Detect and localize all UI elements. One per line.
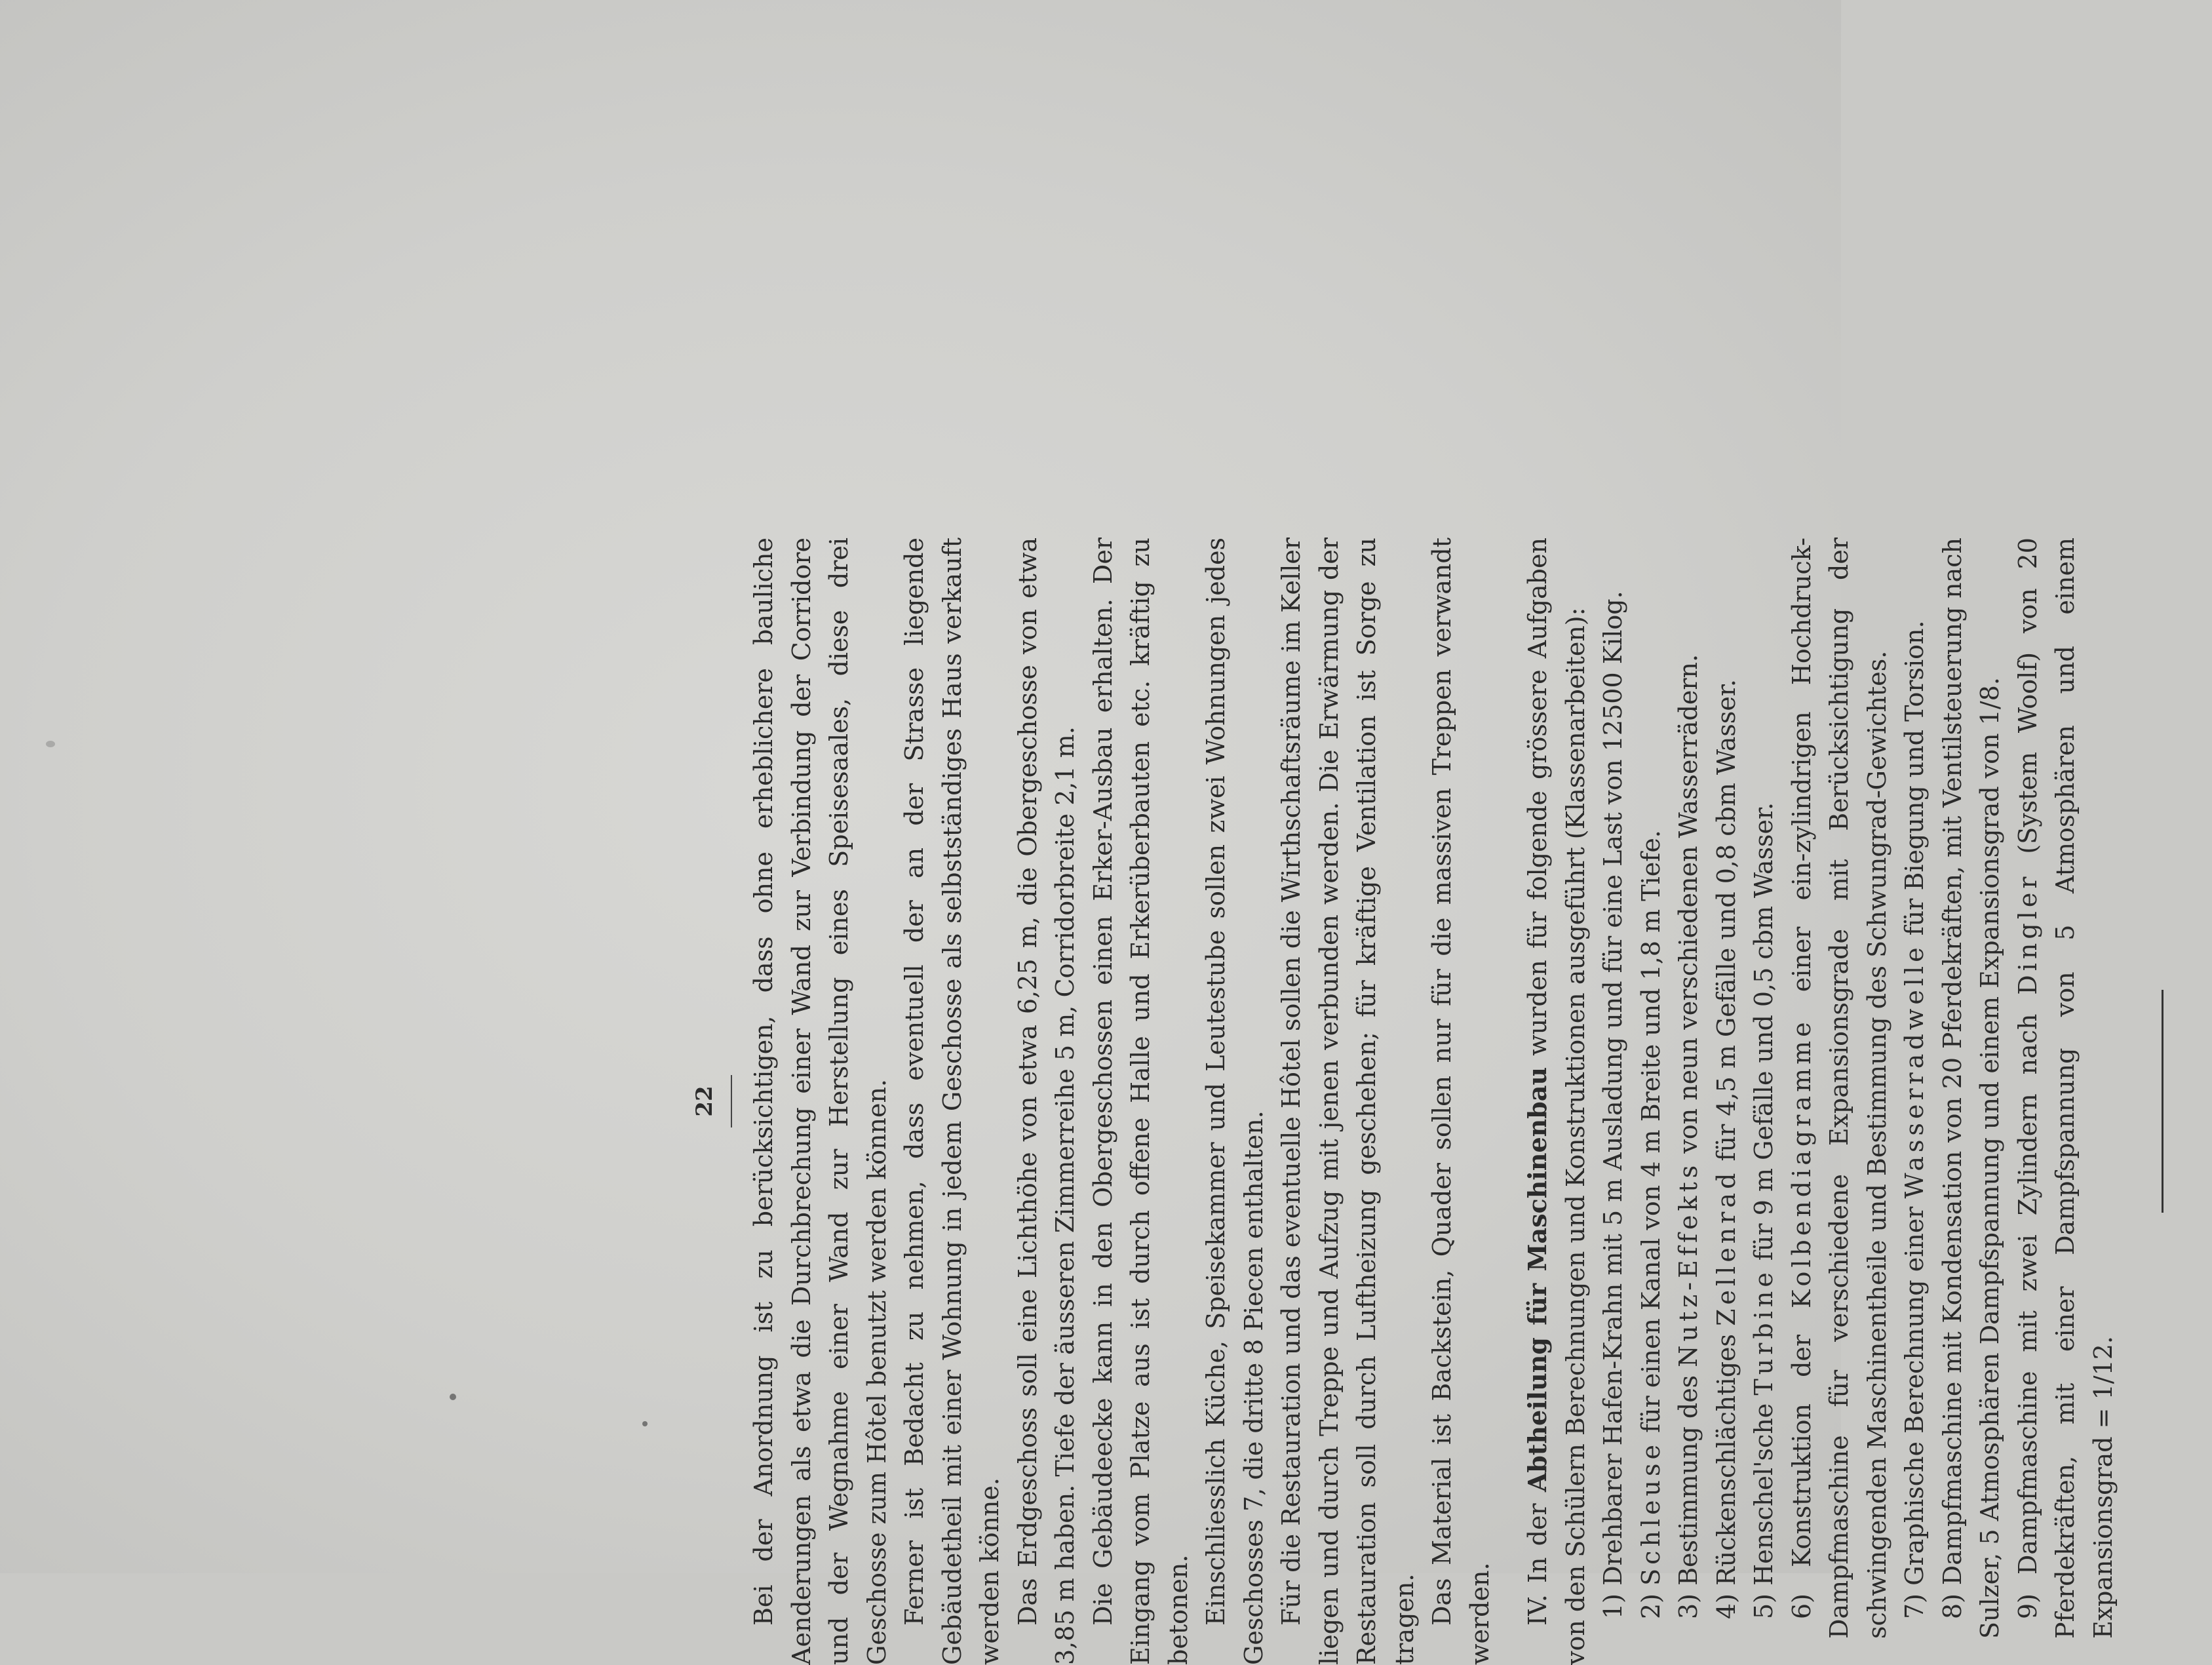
task-list-item: [1670, 538, 1708, 1665]
task-list: [1595, 538, 2122, 1665]
item-number: 8): [1937, 1593, 1967, 1619]
page-number: 22: [691, 1086, 718, 1117]
paragraph: Bei der Anordnung ist zu berücksichtigen, dass ohne erheblichere bauliche Aenderungen als etwa die Durchbrechung einer Wand zur Verbindung der Corridore und der Wegnahme einer Wand zur Herstellung eines Speisesaales, diese drei Geschosse zum Hôtel benutzt werden können.: [749, 538, 891, 1665]
item-emphasis: Schleuse: [1636, 1440, 1665, 1586]
item-number: 2): [1636, 1593, 1665, 1619]
paper-speck: [642, 1421, 648, 1426]
item-number: 7): [1900, 1593, 1929, 1619]
item-text: Dampfmaschine mit Kondensation von 20 Pferdekräften, mit Ventilsteuerung nach Sulzer, 5 Atmosphären Dampfspannung und einem Expansionsgrad von 1/8.: [1937, 538, 2004, 1639]
item-emphasis: Zellenrad: [1711, 1169, 1741, 1326]
closing-rule: [2162, 990, 2163, 1213]
task-list-item: [2009, 538, 2123, 1665]
item-emphasis: Wasserradwelle: [1900, 943, 1929, 1199]
task-list-item: [1783, 538, 1897, 1665]
item-number: 4): [1711, 1593, 1741, 1619]
item-emphasis: Turbine: [1749, 1268, 1778, 1396]
item-text: für 9 m Gefälle und 0,5 cbm Wasser.: [1749, 802, 1778, 1261]
rotated-text-block: [685, 538, 2212, 1665]
page-number-rule: [731, 1075, 732, 1127]
item-text: für Biegung und Torsion.: [1900, 620, 1929, 936]
task-list-item: [1633, 538, 1671, 1665]
item-emphasis: Dingler: [2013, 872, 2042, 995]
paragraph: Das Erdgeschoss soll eine Lichthöhe von etwa 6,25 m, die Obergeschosse von etwa 3,85 m haben. Tiefe der äusseren Zimmerreihe 5 m, Corridorbreite 2,1 m.: [1013, 538, 1079, 1665]
item-number: 6): [1787, 1593, 1816, 1619]
section-intro-post: wurden für folgende grössere Aufgaben von den Schülern Berechnungen und Konstruktionen ausgeführt (Klassenarbeiten):: [1523, 538, 1590, 1665]
item-text: für 4,5 m Gefälle und 0,8 cbm Wasser.: [1711, 679, 1741, 1162]
item-text-pre: Bestimmung des: [1674, 1375, 1703, 1586]
item-text-pre: Dampfmaschine mit zwei Zylindern nach: [2013, 1013, 2042, 1575]
item-number: 1): [1599, 1593, 1627, 1619]
paragraph: Das Material ist Backstein, Quader sollen nur für die massiven Treppen verwandt werden.: [1427, 538, 1494, 1665]
section-iv-intro: [1519, 538, 1595, 1665]
paper-speck: [46, 741, 55, 747]
item-text: Drehbarer Hafen-Krahn mit 5 m Ausladung und für eine Last von 12500 Kilog.: [1599, 591, 1627, 1586]
item-text-pre: Henschel'sche: [1749, 1403, 1778, 1586]
paragraph: Die Gebäudeecke kann in den Obergeschossen einen Erker-Ausbau erhalten. Der Eingang vom Platze aus ist durch offene Halle und Erkerüberbauten etc. kräftig zu betonen.: [1088, 538, 1193, 1665]
item-text-pre: Konstruktion der: [1787, 1334, 1816, 1567]
item-text: für einen Kanal von 4 m Breite und 1,8 m Tiefe.: [1636, 830, 1665, 1433]
item-text: einer ein-zylindrigen Hochdruck-Dampfmaschine für verschiedene Expansionsgrade mit Berücksichtigung der schwingenden Maschinentheile und Bestimmung des Schwungrad-Gewichtes.: [1787, 538, 1892, 1639]
item-emphasis: Kolbendiagramme: [1787, 1018, 1816, 1308]
item-text: von neun verschiedenen Wasserrädern.: [1674, 654, 1703, 1154]
item-text-pre: Graphische Berechnung einer: [1900, 1206, 1929, 1586]
item-text-pre: Rückenschlächtiges: [1711, 1333, 1741, 1586]
task-list-item: [1896, 538, 1934, 1665]
section-label: IV.: [1523, 1594, 1552, 1626]
paper-speck: [450, 1394, 456, 1400]
section-emphasis: Abtheilung für Maschinenbau: [1523, 1067, 1552, 1493]
paragraph: Ferner ist Bedacht zu nehmen, dass eventuell der an der Strasse liegende Gebäudetheil mit einer Wohnung in jedem Geschosse als selbstständiges Haus verkauft werden könne.: [900, 538, 1004, 1665]
paragraph: Für die Restauration und das eventuelle Hôtel sollen die Wirthschaftsräume im Keller liegen und durch Treppe und Aufzug mit jenen verbunden werden. Die Erwärmung der Restauration soll durch Luftheizung geschehen; für kräftige Ventilation ist Sorge zu tragen.: [1277, 538, 1419, 1665]
paragraph: Einschliesslich Küche, Speisekammer und Leutestube sollen zwei Wohnungen jedes Geschosses 7, die dritte 8 Piecen enthalten.: [1201, 538, 1268, 1665]
task-list-item: [1934, 538, 2009, 1665]
task-list-item: [1745, 538, 1783, 1665]
task-list-item: [1595, 538, 1633, 1665]
item-number: 5): [1749, 1593, 1778, 1619]
section-intro-pre: In der: [1523, 1503, 1552, 1583]
task-list-item: [1708, 538, 1746, 1665]
item-emphasis: Nutz-Effekts: [1674, 1161, 1703, 1367]
item-number: 3): [1674, 1593, 1703, 1619]
item-text: (System Woolf) von 20 Pferdekräften, mit einer Dampfspannung von 5 Atmosphären und einem Expansionsgrad = 1/12.: [2013, 538, 2118, 1639]
item-number: 9): [2013, 1593, 2042, 1619]
